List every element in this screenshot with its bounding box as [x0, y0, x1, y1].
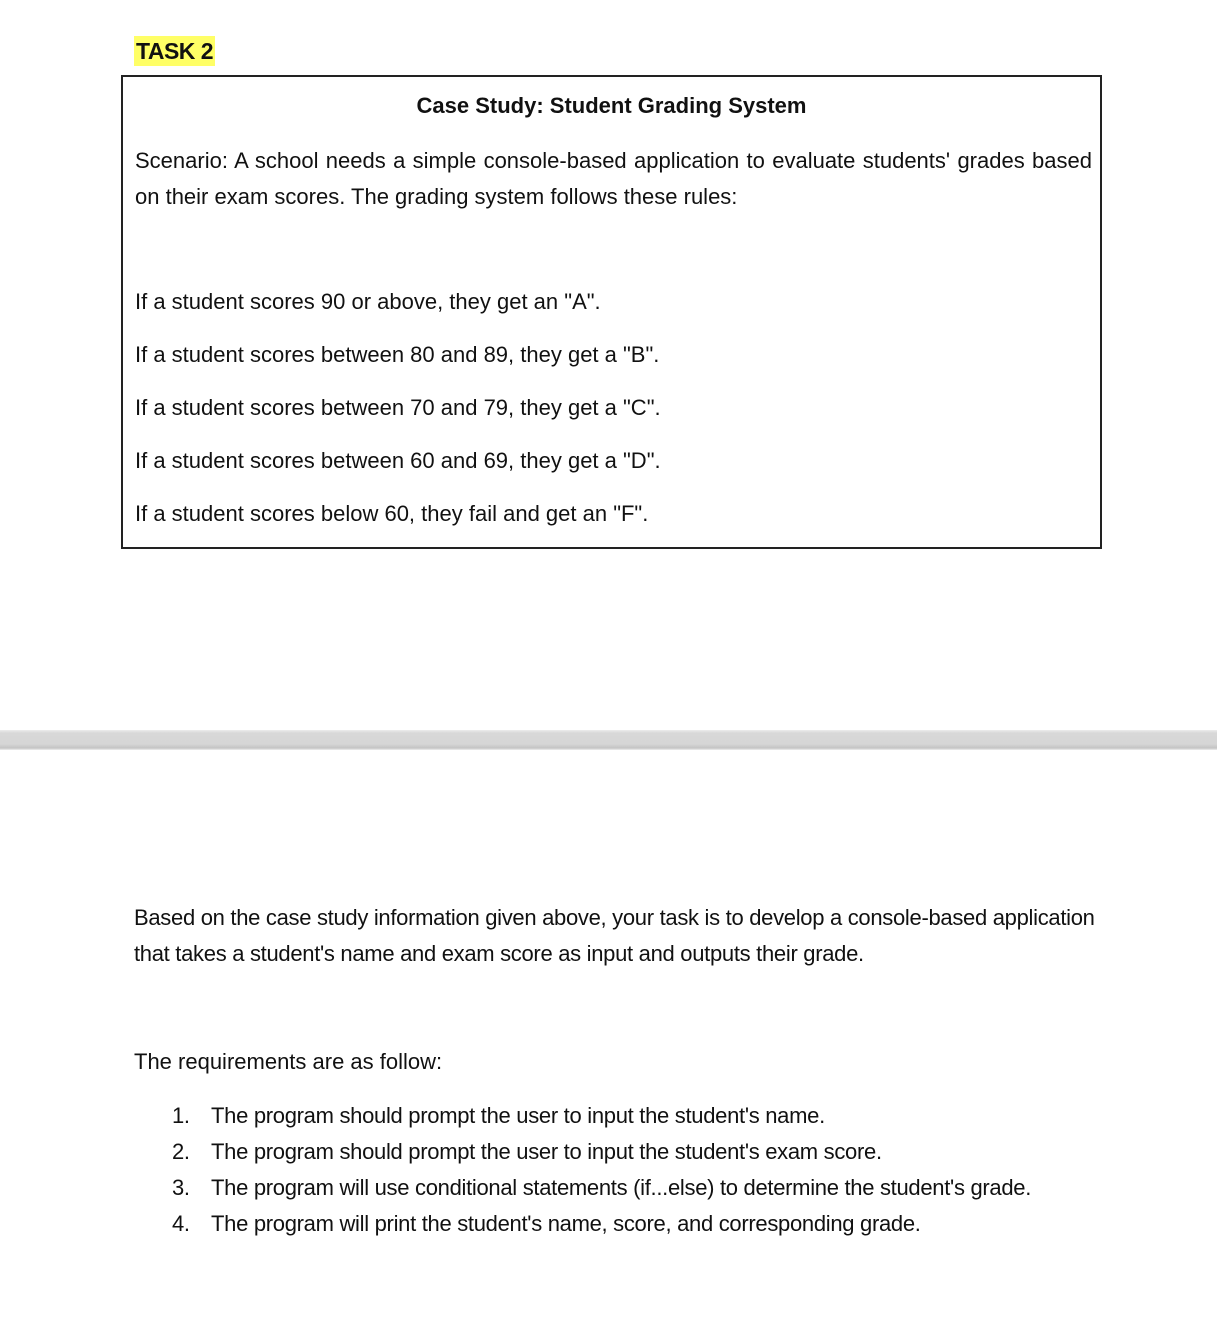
requirement-item — [134, 1206, 1104, 1242]
requirements-heading: The requirements are as follow: — [134, 1049, 443, 1074]
grading-rule-f: If a student scores below 60, they fail and get an "F". — [135, 501, 649, 526]
requirement-text: The program should prompt the user to input the student's exam score. — [211, 1139, 882, 1164]
requirement-item — [134, 1098, 1104, 1134]
document-page-2 — [0, 750, 1217, 1344]
requirement-item — [134, 1170, 1104, 1206]
requirement-number: 2. — [172, 1139, 190, 1164]
scenario-text: Scenario: A school needs a simple console-based application to evaluate students' grades based on their exam scores. The grading system follows these rules: — [135, 148, 1092, 209]
requirement-text: The program will print the student's name, score, and corresponding grade. — [211, 1211, 921, 1236]
requirement-item — [134, 1134, 1104, 1170]
grading-rule-c: If a student scores between 70 and 79, they get a "C". — [135, 395, 661, 420]
requirement-number: 4. — [172, 1211, 190, 1236]
case-study-title: Case Study: Student Grading System — [416, 93, 807, 118]
grading-rule-a: If a student scores 90 or above, they get an "A". — [135, 289, 601, 314]
requirement-number: 1. — [172, 1103, 190, 1128]
task-description: Based on the case study information given above, your task is to develop a console-based application that takes a student's name and exam score as input and outputs their grade. — [134, 905, 1095, 966]
task-heading: TASK 2 — [136, 38, 214, 64]
requirements-list — [134, 1098, 1104, 1242]
requirement-number: 3. — [172, 1175, 190, 1200]
requirement-text: The program should prompt the user to input the student's name. — [211, 1103, 825, 1128]
page-break-divider — [0, 730, 1217, 750]
grading-rule-d: If a student scores between 60 and 69, they get a "D". — [135, 448, 661, 473]
requirement-text: The program will use conditional statements (if...else) to determine the student's grade. — [211, 1175, 1032, 1200]
grading-rule-b: If a student scores between 80 and 89, they get a "B". — [135, 342, 660, 367]
case-study-box — [121, 75, 1102, 549]
